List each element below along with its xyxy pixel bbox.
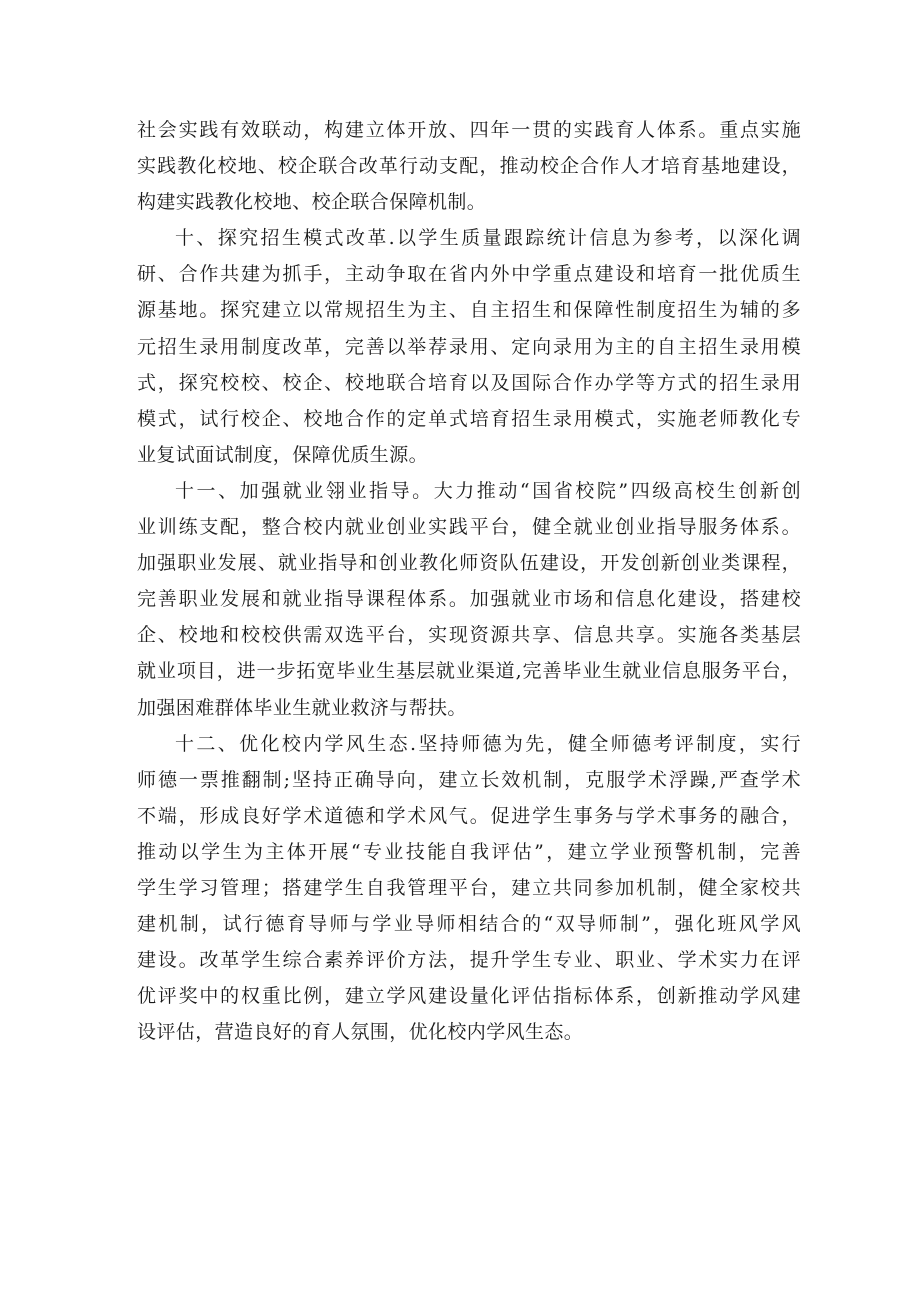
- document-body: [137, 112, 801, 1050]
- text-line: 十、探究招生模式改革.以学生质量跟踪统计信息为参考，以深化调: [175, 227, 801, 250]
- text-line: 十二、优化校内学风生态.坚持师德为先，健全师德考评制度，实行: [175, 732, 801, 755]
- text-line: 师德一票推翻制;坚持正确导向，建立长效机制，克服学术浮躁,严查学术: [137, 768, 801, 791]
- text-line: 加强困难群体毕业生就业救济与帮扶。: [137, 696, 467, 719]
- text-line: 不端，形成良好学术道德和学术风气。促进学生事务与学术事务的融合，: [137, 804, 801, 827]
- text-line: 加强职业发展、就业指导和创业教化师资队伍建设，开发创新创业类课程，: [137, 552, 801, 575]
- text-line: 社会实践有效联动，构建立体开放、四年一贯的实践育人体系。重点实施: [137, 119, 801, 141]
- text-line: 学生学习管理；搭建学生自我管理平台，建立共同参加机制，健全家校共: [137, 876, 801, 899]
- paragraph-enrollment-reform: [137, 220, 801, 473]
- text-line: 完善职业发展和就业指导课程体系。加强就业市场和信息化建设，搭建校: [137, 588, 801, 611]
- text-line: 优评奖中的权重比例，建立学风建设量化评估指标体系，创新推动学风建: [137, 985, 801, 1008]
- paragraph-practice-continued: [137, 112, 801, 220]
- text-line: 建机制，试行德育导师与学业导师相结合的“双导师制”，强化班风学风: [137, 913, 801, 936]
- paragraph-employment-guidance: [137, 473, 801, 726]
- text-line: 就业项目，进一步拓宽毕业生基层就业渠道,完善毕业生就业信息服务平台，: [137, 660, 801, 683]
- text-line: 十一、加强就业翎业指导。大力推动“国省校院”四级高校生创新创: [175, 479, 801, 502]
- text-line: 业复试面试制度，保障优质生源。: [137, 443, 429, 466]
- text-line: 源基地。探究建立以常规招生为主、自主招生和保障性制度招生为辅的多: [137, 299, 801, 322]
- text-line: 实践教化校地、校企联合改革行动支配，推动校企合作人才培育基地建设，: [137, 155, 801, 178]
- text-line: 设评估，营造良好的育人氛围，优化校内学风生态。: [137, 1021, 584, 1044]
- text-line: 构建实践教化校地、校企联合保障机制。: [137, 191, 487, 214]
- text-line: 建设。改革学生综合素养评价方法，提升学生专业、职业、学术实力在评: [137, 949, 801, 972]
- paragraph-academic-ethos: [137, 726, 801, 1051]
- text-line: 业训练支配，整合校内就业创业实践平台，健全就业创业指导服务体系。: [137, 516, 801, 539]
- text-line: 模式，试行校企、校地合作的定单式培育招生录用模式，实施老师教化专: [137, 407, 801, 430]
- text-line: 式，探究校校、校企、校地联合培育以及国际合作办学等方式的招生录用: [137, 371, 801, 394]
- text-line: 元招生录用制度改革，完善以举荐录用、定向录用为主的自主招生录用模: [137, 335, 801, 358]
- text-line: 推动以学生为主体开展“专业技能自我评估”，建立学业预警机制，完善: [137, 840, 801, 863]
- text-line: 企、校地和校校供需双选平台，实现资源共享、信息共享。实施各类基层: [137, 624, 801, 647]
- text-line: 研、合作共建为抓手，主动争取在省内外中学重点建设和培育一批优质生: [137, 263, 801, 286]
